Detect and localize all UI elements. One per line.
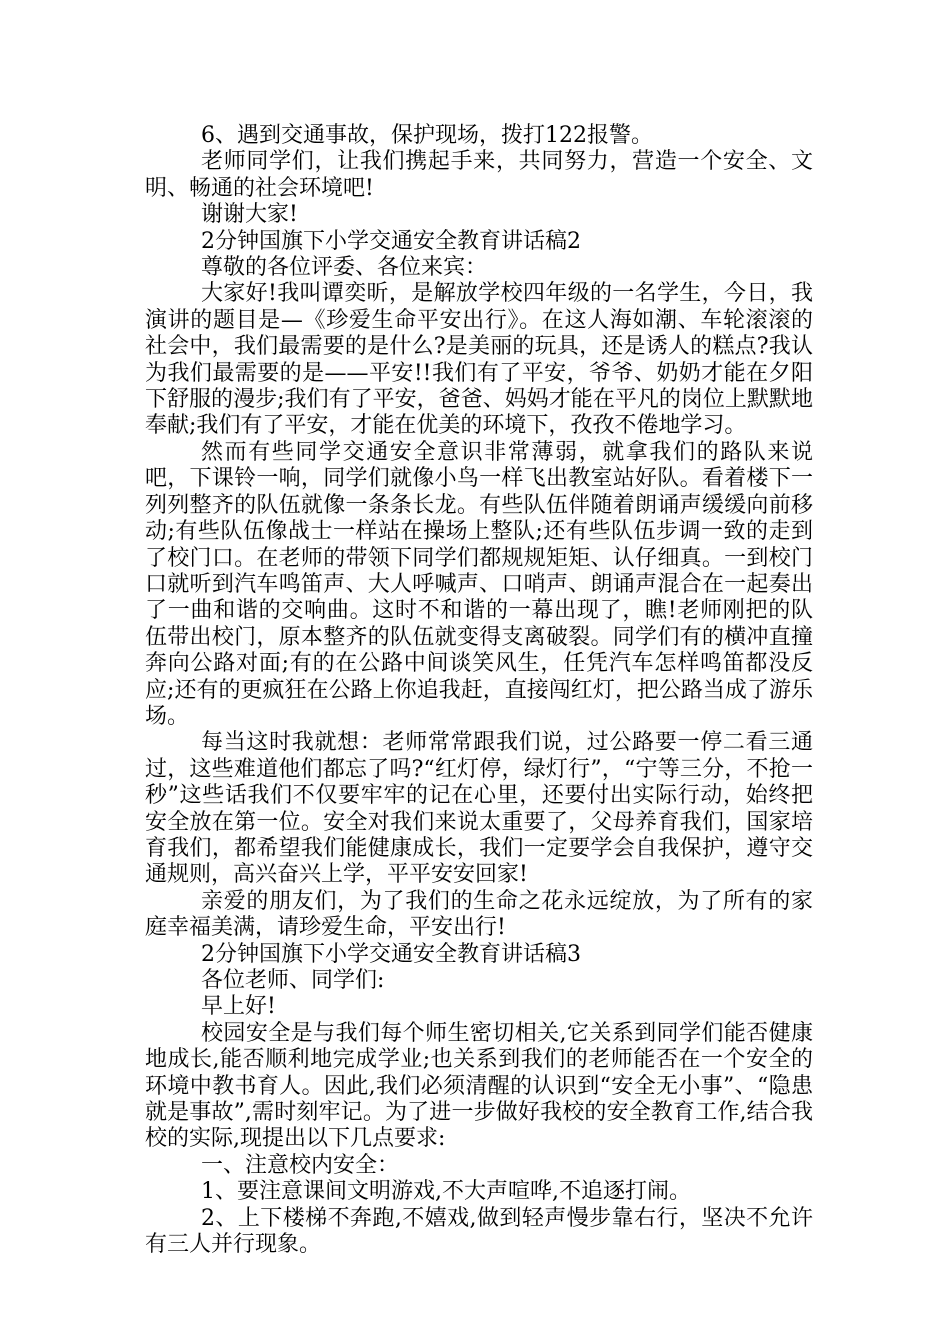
list-item: 6、遇到交通事故，保护现场，拨打122报警。 xyxy=(201,123,653,148)
paragraph: 大家好!我叫谭奕昕，是解放学校四年级的一名学生，今日，我演讲的题目是—《珍爱生命平安出行》。在这人海如潮、车轮滚滚的社会中，我们最需要的是什么?是美丽的玩具，还是诱人的糕点?我认为我们最需要的是——平安!!我们有了平安，爷爷、奶奶才能在夕阳下舒服的漫步;我们有了平安，爸爸、妈妈才能在平凡的岗位上默默地奉献;我们有了平安，才能在优美的环境下，孜孜不倦地学习。 xyxy=(145,281,813,439)
list-item: 2、上下楼梯不奔跑,不嬉戏,做到轻声慢步靠右行，坚决不允许有三人并行现象。 xyxy=(145,1205,813,1258)
paragraph: 校园安全是与我们每个师生密切相关,它关系到同学们能否健康地成长,能否顺利地完成学业;也关系到我们的老师能否在一个安全的环境中教书育人。因此,我们必须清醒的认识到“安全无小事”、“隐患就是事故”,需时刻牢记。为了进一步做好我校的安全教育工作,结合我校的实际,现提出以下几点要求: xyxy=(145,1020,813,1152)
paragraph: 每当这时我就想：老师常常跟我们说，过公路要一停二看三通过，这些难道他们都忘了吗?“红灯停，绿灯行”，“宁等三分，不抢一秒”这些话我们不仅要牢牢的记在心里，还要付出实际行动，始终把安全放在第一位。安全对我们来说太重要了，父母养育我们，国家培育我们，都希望我们能健康成长，我们一定要学会自我保护，遵守交通规则，高兴奋兴上学，平平安安回家! xyxy=(145,730,813,888)
paragraph: 老师同学们，让我们携起手来，共同努力，营造一个安全、文明、畅通的社会环境吧! xyxy=(145,149,813,201)
section-heading: 2分钟国旗下小学交通安全教育讲话稿2 xyxy=(201,228,581,254)
list-item: 1、要注意课间文明游戏,不大声喧哗,不追逐打闹。 xyxy=(201,1179,691,1205)
salutation: 各位老师、同学们: xyxy=(201,968,385,993)
paragraph: 然而有些同学交通安全意识非常薄弱，就拿我们的路队来说吧，下课铃一响，同学们就像小鸟一样飞出教室站好队。看着楼下一列列整齐的队伍就像一条条长龙。有些队伍伴随着朗诵声缓缓向前移动;有些队伍像战士一样站在操场上整队;还有些队伍步调一致的走到了校门口。在老师的带领下同学们都规规矩矩、认仔细真。一到校门口就听到汽车鸣笛声、大人呼喊声、口哨声、朗诵声混合在一起奏出了一曲和谐的交响曲。这时不和谐的一幕出现了，瞧!老师刚把的队伍带出校门，原本整齐的队伍就变得支离破裂。同学们有的横冲直撞奔向公路对面;有的在公路中间谈笑风生，任凭汽车怎样鸣笛都没反应;还有的更疯狂在公路上你追我赶，直接闯红灯，把公路当成了游乐场。 xyxy=(145,439,813,729)
paragraph: 谢谢大家! xyxy=(201,202,298,228)
salutation: 尊敬的各位评委、各位来宾： xyxy=(201,255,488,281)
section-heading: 2分钟国旗下小学交通安全教育讲话稿3 xyxy=(201,941,581,967)
document-body xyxy=(145,123,813,1258)
paragraph: 亲爱的朋友们，为了我们的生命之花永远绽放，为了所有的家庭幸福美满，请珍爱生命，平安出行! xyxy=(145,888,813,941)
greeting: 早上好! xyxy=(201,994,276,1020)
subheading: 一、注意校内安全： xyxy=(201,1152,400,1178)
